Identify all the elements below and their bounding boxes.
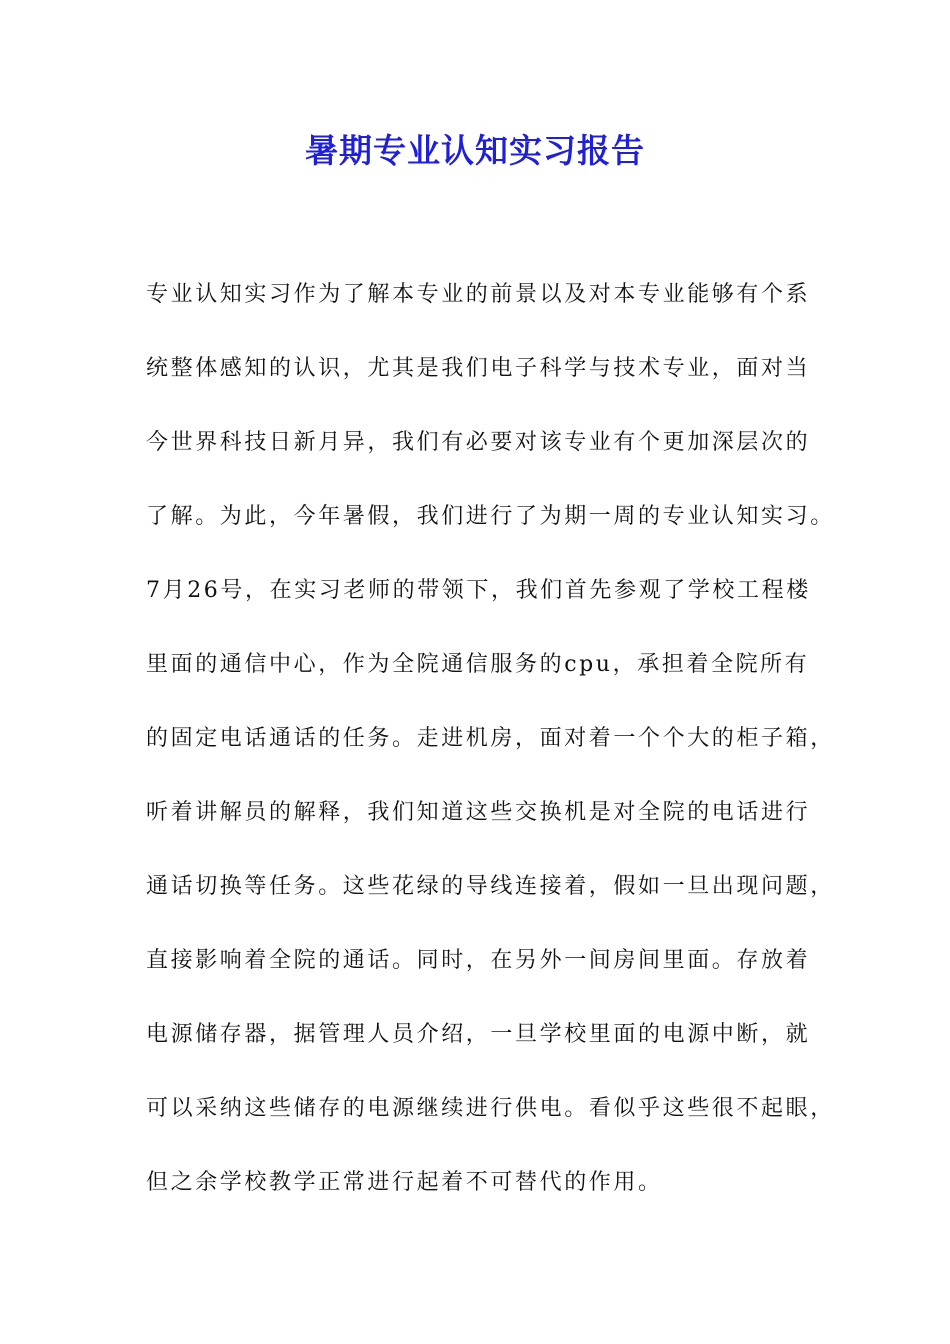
body-line-13: 但之余学校教学正常进行起着不可替代的作用。 <box>146 1170 663 1195</box>
body-line-6: 里面的通信中心，作为全院通信服务的cpu，承担着全院所有 <box>146 652 810 677</box>
body-line-4: 了解。为此，今年暑假，我们进行了为期一周的专业认知实习。 <box>146 504 835 529</box>
body-line-3: 今世界科技日新月异，我们有必要对该专业有个更加深层次的 <box>146 430 811 455</box>
document-body <box>146 258 835 1220</box>
body-line-7: 的固定电话通话的任务。走进机房，面对着一个个大的柜子箱， <box>146 726 835 751</box>
body-line-8: 听着讲解员的解释，我们知道这些交换机是对全院的电话进行 <box>146 800 811 825</box>
body-line-2: 统整体感知的认识，尤其是我们电子科学与技术专业，面对当 <box>146 356 811 381</box>
body-line-10: 直接影响着全院的通话。同时，在另外一间房间里面。存放着 <box>146 948 811 973</box>
document-title: 暑期专业认知实习报告 <box>305 131 645 170</box>
body-line-12: 可以采纳这些储存的电源继续进行供电。看似乎这些很不起眼， <box>146 1096 835 1121</box>
body-line-5: 7月26号，在实习老师的带领下，我们首先参观了学校工程楼 <box>146 578 811 603</box>
body-line-11: 电源储存器，据管理人员介绍，一旦学校里面的电源中断，就 <box>146 1022 811 1047</box>
body-line-1: 专业认知实习作为了解本专业的前景以及对本专业能够有个系 <box>146 282 811 307</box>
body-line-9: 通话切换等任务。这些花绿的导线连接着，假如一旦出现问题， <box>146 874 835 899</box>
